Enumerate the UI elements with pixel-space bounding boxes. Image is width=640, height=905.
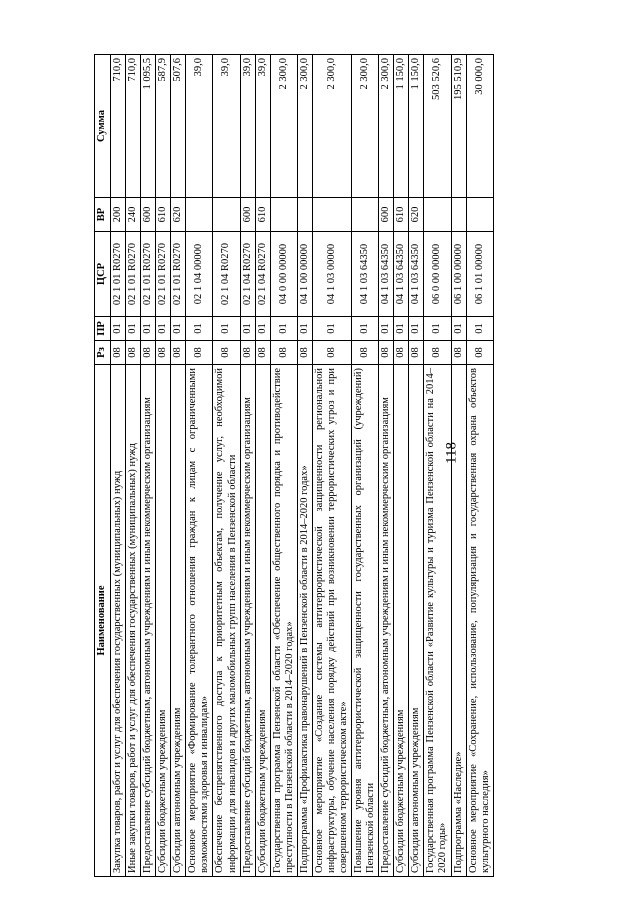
cell-vr: 620	[409, 198, 424, 232]
cell-csr: 02 1 01 R0270	[111, 232, 126, 317]
cell-name: Иные закупки товаров, работ и услуг для обеспечения государственных (муниципальных) нужд	[126, 365, 141, 877]
cell-name: Предоставление субсидий бюджетным, автономным учреждениям и иным некоммерческим организациям	[141, 365, 156, 877]
cell-name: Субсидии автономным учреждениям	[171, 365, 186, 877]
cell-rz: 08	[126, 341, 141, 365]
cell-vr	[352, 198, 379, 232]
cell-sum: 507,6	[171, 55, 186, 198]
cell-pr: 01	[394, 317, 409, 341]
cell-csr: 04 1 03 64350	[409, 232, 424, 317]
cell-name: Предоставление субсидий бюджетным, автономным учреждениям и иным некоммерческим организациям	[240, 365, 255, 877]
cell-rz: 08	[379, 341, 394, 365]
cell-sum: 30 000,0	[466, 55, 493, 198]
cell-sum: 2 300,0	[297, 55, 312, 198]
cell-sum: 39,0	[213, 55, 240, 198]
cell-csr: 04 0 00 00000	[270, 232, 297, 317]
cell-pr: 01	[255, 317, 270, 341]
cell-csr: 02 1 01 R0270	[141, 232, 156, 317]
cell-name: Закупка товаров, работ и услуг для обеспечения государственных (муниципальных) нужд	[111, 365, 126, 877]
header-rz: Рз	[95, 341, 111, 365]
cell-name: Государственная программа Пензенской области «Обеспечение общественного порядка и противодействие преступности в Пензенской области в 2014–2020 годах»	[270, 365, 297, 877]
cell-sum: 1 150,0	[409, 55, 424, 198]
cell-pr: 01	[111, 317, 126, 341]
cell-vr	[213, 198, 240, 232]
cell-name: Основное мероприятие «Сохранение, использование, популяризация и государственная охрана объектов культурного наследия»	[466, 365, 493, 877]
cell-rz: 08	[111, 341, 126, 365]
cell-csr: 02 1 04 00000	[186, 232, 213, 317]
cell-csr: 02 1 01 R0270	[171, 232, 186, 317]
cell-pr: 01	[270, 317, 297, 341]
cell-pr: 01	[379, 317, 394, 341]
cell-rz: 08	[424, 341, 451, 365]
cell-csr: 06 0 00 00000	[424, 232, 451, 317]
cell-pr: 01	[141, 317, 156, 341]
table-row	[255, 55, 270, 877]
cell-vr: 610	[394, 198, 409, 232]
cell-rz: 08	[171, 341, 186, 365]
cell-name: Предоставление субсидий бюджетным, автономным учреждениям и иным некоммерческим организациям	[379, 365, 394, 877]
cell-vr: 620	[171, 198, 186, 232]
table-row	[186, 55, 213, 877]
cell-vr	[270, 198, 297, 232]
cell-rz: 08	[352, 341, 379, 365]
cell-name: Подпрограмма «Наследие»	[451, 365, 466, 877]
cell-rz: 08	[240, 341, 255, 365]
cell-name: Основное мероприятие «Создание системы антитеррористической защищенности региональной инфраструктуры, обучение населения порядку действий при возникновении террористических угроз и при совершенном террористическом акте»	[312, 365, 351, 877]
cell-name: Субсидии автономным учреждениям	[409, 365, 424, 877]
table-row	[270, 55, 297, 877]
cell-rz: 08	[394, 341, 409, 365]
header-name: Наименование	[95, 365, 111, 877]
cell-rz: 08	[156, 341, 171, 365]
cell-rz: 08	[312, 341, 351, 365]
cell-vr: 610	[255, 198, 270, 232]
cell-pr: 01	[451, 317, 466, 341]
cell-rz: 08	[270, 341, 297, 365]
table-row	[156, 55, 171, 877]
cell-sum: 2 300,0	[312, 55, 351, 198]
cell-name: Субсидии бюджетным учреждениям	[255, 365, 270, 877]
table-body	[111, 55, 494, 877]
cell-vr	[466, 198, 493, 232]
cell-name: Обеспечение беспрепятственного доступа к приоритетным объектам, получение услуг, необходимой информации для инвалидов и других маломобильных групп населения в Пензенской области	[213, 365, 240, 877]
cell-pr: 01	[466, 317, 493, 341]
cell-sum: 195 510,9	[451, 55, 466, 198]
cell-csr: 06 1 00 00000	[451, 232, 466, 317]
cell-name: Подпрограмма «Профилактика правонарушений в Пензенской области в 2014–2020 годах»	[297, 365, 312, 877]
cell-csr: 04 1 03 64350	[379, 232, 394, 317]
cell-vr: 600	[240, 198, 255, 232]
cell-rz: 08	[466, 341, 493, 365]
table-row	[213, 55, 240, 877]
cell-rz: 08	[213, 341, 240, 365]
cell-vr	[186, 198, 213, 232]
cell-csr: 02 1 04 R0270	[240, 232, 255, 317]
cell-rz: 08	[186, 341, 213, 365]
cell-vr	[451, 198, 466, 232]
cell-sum: 2 300,0	[352, 55, 379, 198]
cell-rz: 08	[141, 341, 156, 365]
header-vr: ВР	[95, 198, 111, 232]
cell-pr: 01	[213, 317, 240, 341]
cell-csr: 02 1 01 R0270	[126, 232, 141, 317]
table-row	[466, 55, 493, 877]
cell-name: Субсидии бюджетным учреждениям	[394, 365, 409, 877]
cell-sum: 39,0	[186, 55, 213, 198]
budget-table	[94, 54, 494, 877]
cell-rz: 08	[409, 341, 424, 365]
page-number: 118	[443, 442, 460, 464]
cell-name: Субсидии бюджетным учреждениям	[156, 365, 171, 877]
cell-csr: 04 1 00 00000	[297, 232, 312, 317]
header-csr: ЦСР	[95, 232, 111, 317]
cell-csr: 06 1 01 00000	[466, 232, 493, 317]
cell-csr: 04 1 03 00000	[312, 232, 351, 317]
cell-pr: 01	[352, 317, 379, 341]
cell-sum: 1 150,0	[394, 55, 409, 198]
cell-sum: 587,9	[156, 55, 171, 198]
cell-sum: 2 300,0	[379, 55, 394, 198]
table-row	[379, 55, 394, 877]
cell-csr: 04 1 03 64350	[394, 232, 409, 317]
cell-vr	[297, 198, 312, 232]
table-row	[451, 55, 466, 877]
cell-vr: 240	[126, 198, 141, 232]
cell-sum: 1 095,5	[141, 55, 156, 198]
cell-name: Повышение уровня антитеррористической защищенности государственных организаций (учреждений) Пензенской области	[352, 365, 379, 877]
cell-sum: 39,0	[255, 55, 270, 198]
table-row	[126, 55, 141, 877]
cell-rz: 08	[451, 341, 466, 365]
cell-vr	[312, 198, 351, 232]
cell-rz: 08	[297, 341, 312, 365]
table-row	[240, 55, 255, 877]
cell-sum: 2 300,0	[270, 55, 297, 198]
table-header-row	[95, 55, 111, 877]
cell-pr: 01	[312, 317, 351, 341]
table-row	[141, 55, 156, 877]
cell-name: Основное мероприятие «Формирование толерантного отношения граждан к лицам с ограниченными возможностями здоровья и инвалидам»	[186, 365, 213, 877]
cell-vr: 600	[141, 198, 156, 232]
cell-vr	[424, 198, 451, 232]
table-row	[312, 55, 351, 877]
cell-csr: 02 1 04 R0270	[255, 232, 270, 317]
table-row	[111, 55, 126, 877]
table-row	[171, 55, 186, 877]
cell-pr: 01	[424, 317, 451, 341]
cell-csr: 04 1 03 64350	[352, 232, 379, 317]
header-sum: Сумма	[95, 55, 111, 198]
cell-sum: 39,0	[240, 55, 255, 198]
table-row	[409, 55, 424, 877]
cell-rz: 08	[255, 341, 270, 365]
table-row	[424, 55, 451, 877]
cell-csr: 02 1 01 R0270	[156, 232, 171, 317]
cell-pr: 01	[297, 317, 312, 341]
header-pr: ПР	[95, 317, 111, 341]
budget-table-rotated	[94, 55, 569, 877]
cell-pr: 01	[126, 317, 141, 341]
cell-sum: 710,0	[111, 55, 126, 198]
cell-sum: 503 520,6	[424, 55, 451, 198]
table-row	[352, 55, 379, 877]
cell-pr: 01	[186, 317, 213, 341]
cell-pr: 01	[156, 317, 171, 341]
cell-pr: 01	[240, 317, 255, 341]
cell-pr: 01	[409, 317, 424, 341]
cell-vr: 610	[156, 198, 171, 232]
cell-pr: 01	[171, 317, 186, 341]
cell-vr: 200	[111, 198, 126, 232]
cell-sum: 710,0	[126, 55, 141, 198]
cell-csr: 02 1 04 R0270	[213, 232, 240, 317]
table-row	[394, 55, 409, 877]
cell-vr: 600	[379, 198, 394, 232]
table-row	[297, 55, 312, 877]
cell-name: Государственная программа Пензенской области «Развитие культуры и туризма Пензенской области на 2014–2020 годы»	[424, 365, 451, 877]
